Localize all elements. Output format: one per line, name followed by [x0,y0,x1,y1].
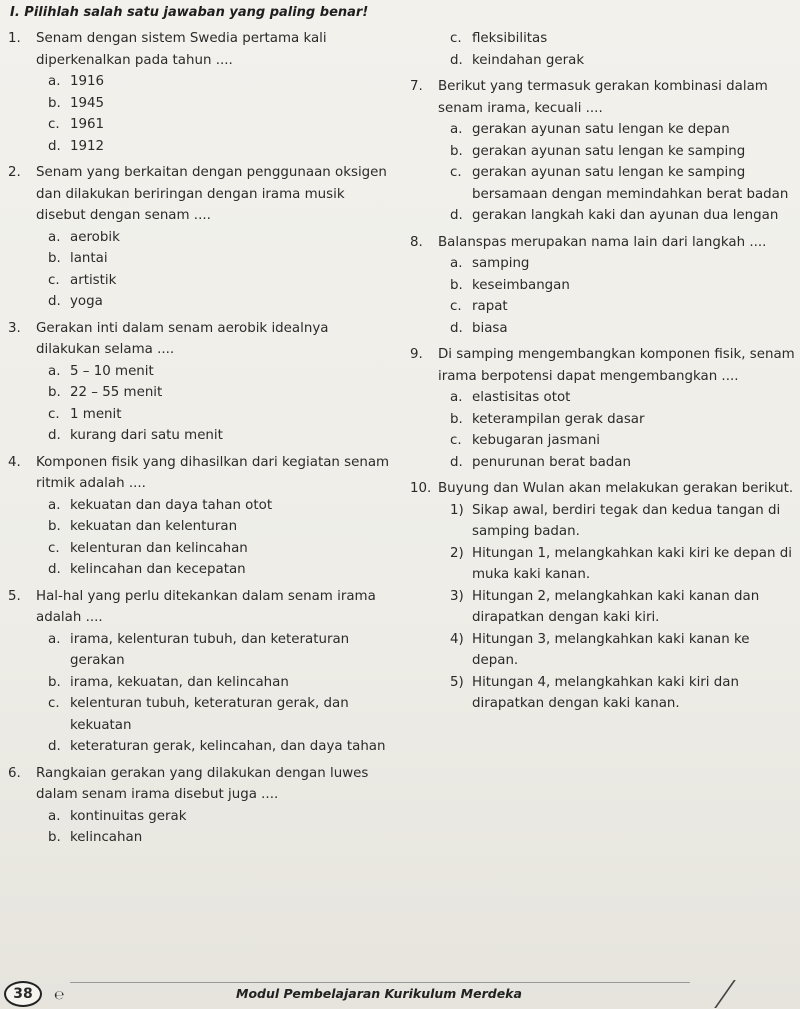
left-column [8,28,393,854]
option-letter: a. [48,74,61,89]
option-text: kontinuitas gerak [70,808,187,824]
question [8,28,393,71]
option-letter: 4) [450,631,464,647]
option-text: kelincahan [70,830,143,845]
page-number-badge: 38 [4,981,42,1007]
answer-option [450,296,798,318]
option-letter: b. [450,143,463,159]
answer-option [450,387,798,409]
option-letter: d. [48,294,61,309]
question-block [8,452,393,586]
option-text: keindahan gerak [472,52,585,68]
answer-option [450,586,798,629]
option-letter: d. [450,208,463,223]
question-text: Buyung dan Wulan akan melakukan gerakan berikut. [438,481,794,496]
answer-option [48,93,393,115]
answer-option [450,50,798,72]
option-letter: b. [48,674,61,690]
option-text: kurang dari satu menit [70,428,223,443]
pen-mark-icon [714,980,794,1008]
answer-option [48,736,393,758]
question-number: 7. [410,79,423,94]
answer-option [48,382,393,404]
option-letter: d. [48,739,61,754]
answer-option [450,119,798,141]
option-text: 5 – 10 menit [70,363,154,379]
option-list [8,806,393,849]
question-block [410,344,798,478]
publisher-logo-icon: ℮ [54,988,65,1002]
option-letter: c. [450,433,462,448]
question-number: 10. [410,481,432,496]
answer-option [450,672,798,715]
answer-option [450,543,798,586]
question [410,344,798,387]
answer-option [48,136,393,158]
option-list [8,71,393,157]
question [8,763,393,806]
answer-option [450,253,798,275]
answer-option [450,162,798,205]
answer-option [48,361,393,383]
option-letter: a. [450,390,463,405]
option-letter: d. [450,52,463,68]
option-text: fleksibilitas [472,31,548,46]
option-letter: 2) [450,545,464,561]
option-letter: b. [48,251,61,266]
option-text: samping [472,256,530,271]
question-block [8,28,393,162]
option-letter: b. [450,411,463,427]
question-number: 2. [8,165,21,180]
answer-option [48,404,393,426]
question-number: 8. [410,234,423,250]
question-text: Senam yang berkaitan dengan penggunaan oksigen dan dilakukan beriringan dengan irama musik disebut dengan senam .... [36,165,387,223]
answer-option [450,28,798,50]
question-number: 1. [8,31,21,46]
answer-option [48,425,393,447]
option-text: artistik [70,272,117,288]
option-letter: 5) [450,674,464,690]
option-letter: a. [450,122,463,137]
option-text: irama, kekuatan, dan kelincahan [70,674,289,690]
question-text: Berikut yang termasuk gerakan kombinasi dalam senam irama, kecuali .... [438,79,768,116]
option-text: aerobik [70,229,120,245]
question-number: 6. [8,765,21,781]
option-text: gerakan ayunan satu lengan ke depan [472,122,730,137]
option-list [410,119,798,227]
option-letter: c. [48,540,60,556]
continued-options [410,28,798,71]
option-text: Hitungan 4, melangkahkan kaki kiri dan dirapatkan dengan kaki kanan. [472,674,739,711]
question-text: Balanspas merupakan nama lain dari langkah .... [438,234,767,250]
section-header: I. Pilihlah salah satu jawaban yang paling benar! [10,5,369,20]
answer-option [450,141,798,163]
option-text: kelenturan dan kelincahan [70,540,248,556]
answer-option [48,827,393,849]
option-list [410,500,798,715]
option-text: kelenturan tubuh, keteraturan gerak, dan kekuatan [70,696,349,733]
answer-option [48,495,393,517]
question [8,452,393,495]
question-text: Gerakan inti dalam senam aerobik idealnya dilakukan selama .... [36,320,329,357]
footer-title: Modul Pembelajaran Kurikulum Merdeka [236,986,522,1001]
answer-option [48,248,393,270]
question [410,478,798,500]
option-letter: a. [48,808,61,824]
option-text: gerakan ayunan satu lengan ke samping bersamaan dengan memindahkan berat badan [472,165,789,202]
option-letter: c. [48,696,60,711]
option-text: 1912 [70,138,105,154]
question [410,232,798,254]
answer-option [48,559,393,581]
answer-option [48,114,393,136]
option-list [8,629,393,758]
option-letter: a. [48,631,61,647]
option-text: Hitungan 2, melangkahkan kaki kanan dan dirapatkan dengan kaki kiri. [472,588,760,625]
question-block [410,232,798,345]
option-text: penurunan berat badan [472,454,631,470]
answer-option [450,629,798,672]
option-text: kebugaran jasmani [472,433,601,448]
option-letter: d. [450,320,463,336]
option-text: kekuatan dan daya tahan otot [70,497,273,513]
option-letter: b. [48,519,61,534]
option-letter: 3) [450,588,464,604]
question-block [8,586,393,763]
option-letter: a. [450,256,463,271]
question-text: Komponen fisik yang dihasilkan dari kegiatan senam ritmik adalah .... [36,454,390,491]
option-text: kekuatan dan kelenturan [70,519,238,534]
option-letter: c. [48,117,60,132]
answer-option [48,693,393,736]
option-letter: 1) [450,502,464,518]
option-letter: b. [48,385,61,400]
question-number: 9. [410,347,423,362]
option-text: keteraturan gerak, kelincahan, dan daya tahan [70,739,386,754]
answer-option [450,500,798,543]
answer-option [450,205,798,227]
question-block [410,478,798,720]
question [410,76,798,119]
option-letter: d. [48,138,61,154]
question-number: 5. [8,588,21,604]
answer-option [450,452,798,474]
question-block [8,763,393,854]
option-text: Hitungan 3, melangkahkan kaki kanan ke depan. [472,631,750,668]
answer-option [450,430,798,452]
option-letter: c. [450,299,462,314]
option-text: 1 menit [70,406,122,422]
option-text: keterampilan gerak dasar [472,411,645,427]
question-text: Di samping mengembangkan komponen fisik, senam irama berpotensi dapat mengembangkan .... [438,347,795,384]
option-letter: a. [48,497,61,513]
answer-option [48,270,393,292]
option-text: 1916 [70,74,105,89]
option-text: keseimbangan [472,277,570,293]
option-letter: d. [450,454,463,470]
option-text: yoga [70,294,103,309]
option-list [8,361,393,447]
question-number: 3. [8,320,21,336]
option-letter: c. [48,272,60,288]
question-text: Senam dengan sistem Swedia pertama kali diperkenalkan pada tahun .... [36,31,327,68]
answer-option [48,291,393,313]
option-text: biasa [472,320,508,336]
question [8,586,393,629]
option-letter: a. [48,229,61,245]
option-text: 1945 [70,95,105,111]
option-text: gerakan ayunan satu lengan ke samping [472,143,746,159]
option-text: Sikap awal, berdiri tegak dan kedua tangan di samping badan. [472,502,781,539]
question [8,162,393,227]
option-letter: d. [48,428,61,443]
option-letter: c. [450,31,462,46]
question-block [8,318,393,452]
page-footer [0,978,800,1009]
option-text: 1961 [70,117,105,132]
option-list [410,253,798,339]
option-letter: b. [48,830,61,845]
answer-option [48,806,393,828]
option-letter: b. [450,277,463,293]
question-text: Hal-hal yang perlu ditekankan dalam senam irama adalah .... [36,588,376,625]
option-letter: b. [48,95,61,111]
right-column [410,28,798,720]
option-text: kelincahan dan kecepatan [70,562,246,577]
option-letter: d. [48,562,61,577]
option-text: 22 – 55 menit [70,385,163,400]
option-text: rapat [472,299,508,314]
option-text: elastisitas otot [472,390,571,405]
answer-option [48,672,393,694]
question-text: Rangkaian gerakan yang dilakukan dengan luwes dalam senam irama disebut juga .... [36,765,369,802]
option-list [8,227,393,313]
option-list [8,495,393,581]
answer-option [450,409,798,431]
question-block [8,162,393,318]
option-list [410,387,798,473]
option-letter: c. [48,406,60,422]
option-letter: a. [48,363,61,379]
option-text: irama, kelenturan tubuh, dan keteraturan gerakan [70,631,350,668]
option-text: lantai [70,251,108,266]
answer-option [48,629,393,672]
answer-option [450,318,798,340]
option-text: gerakan langkah kaki dan ayunan dua lengan [472,208,779,223]
answer-option [48,227,393,249]
question-block [410,76,798,232]
answer-option [48,538,393,560]
option-letter: c. [450,165,462,180]
answer-option [450,275,798,297]
answer-option [48,71,393,93]
option-text: Hitungan 1, melangkahkan kaki kiri ke depan di muka kaki kanan. [472,545,792,582]
question-number: 4. [8,454,21,470]
footer-divider [70,982,690,983]
question [8,318,393,361]
answer-option [48,516,393,538]
